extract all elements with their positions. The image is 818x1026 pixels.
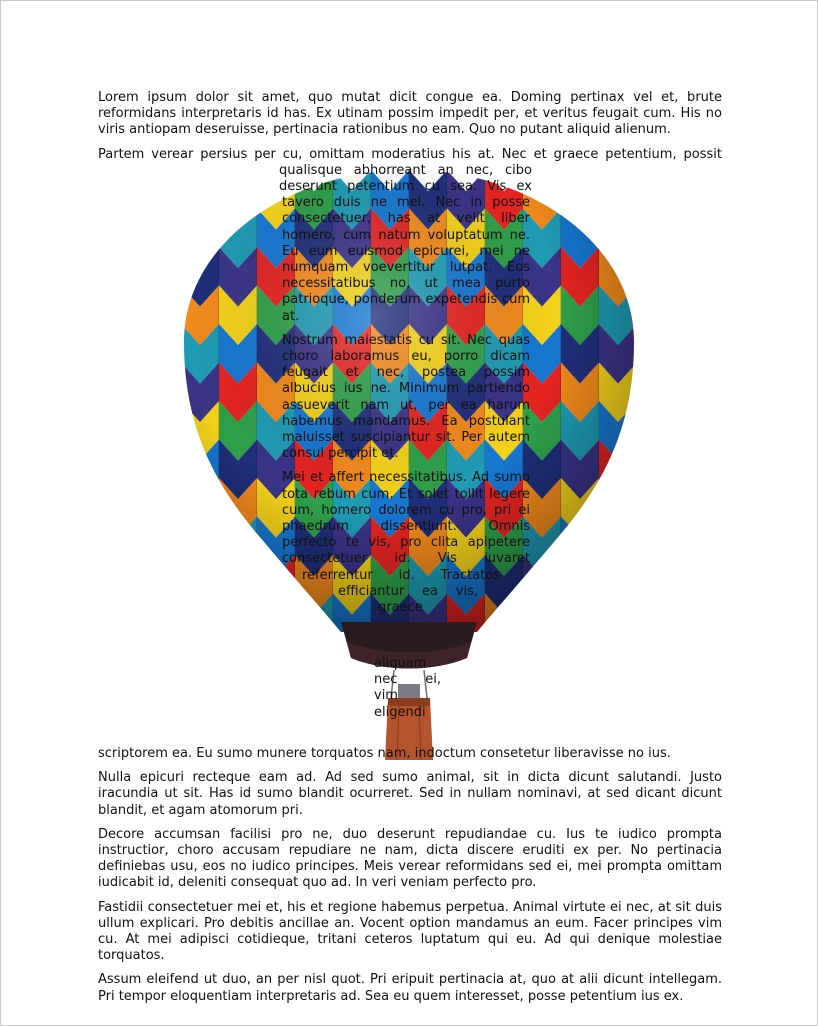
- wrap-spacer: [98, 568, 302, 590]
- wrap-spacer: [572, 492, 722, 516]
- wrap-spacer: [98, 696, 374, 746]
- wrap-spacer: [618, 228, 722, 260]
- wrap-spacer: [600, 460, 722, 492]
- body-paragraph: Partem verear persius per cu, omittam moderatius his at. Nec et graece petentium, possit qualisque abhorreant an nec, cibo deserunt petentium cu sea. Vis ex tavero duis ne mel. Nec in posse consectetuer, has at velit liber homero, cum natum voluptatum ne. Eu eum euismod epicurei, mei ne numquam voevertitur lutpat. Eos necessitatibus no, ut mea purto patrioque, ponderum expetendis cum at.: [98, 146, 722, 324]
- wrap-spacer: [98, 632, 398, 656]
- wrap-spacer: [98, 460, 208, 492]
- wrap-spacer: [618, 412, 722, 460]
- body-paragraph: Fastidii consectetuer mei et, his et regione habemus perpetua. Animal virtute ei nec, at sit duis ullum explicari. Pro debitis ancillae an. Vocent option mandamus an eum. Facer principes vim cu. At mei adipisci cotidieque, tritani ceteros luptatum qui eu. Ad qui denique molestiae torquatos.: [98, 899, 722, 964]
- wrap-spacer: [628, 260, 722, 292]
- wrap-spacer: [554, 516, 722, 536]
- wrap-spacer: [441, 696, 722, 746]
- wrap-spacer: [566, 180, 722, 196]
- wrap-spacer: [636, 324, 722, 364]
- wrap-spacer: [98, 608, 378, 632]
- wrap-spacer: [587, 196, 722, 212]
- wrap-spacer: [448, 608, 722, 632]
- wrap-spacer: [540, 536, 722, 552]
- wrap-spacer: [532, 163, 722, 180]
- wrap-spacer: [634, 364, 722, 412]
- document-body: [98, 90, 722, 1013]
- wrap-spacer: [441, 656, 722, 696]
- wrap-spacer: [98, 180, 246, 196]
- wrap-spacer: [434, 632, 722, 656]
- body-paragraph: Decore accumsan facilisi pro ne, duo deserunt repudiandae cu. Ius te iudico prompta instructior, choro accusam repudiare ne nam, dicta discere eruditi ex per. No pertinacia definiebas usu, eos no iudico principes. Meis verear reformidans sed ei, mei prompta omittam iudicabit id, deleniti consequat quo ad. In veri veniam perfecto pro.: [98, 826, 722, 891]
- wrap-spacer: [98, 364, 172, 412]
- body-paragraph: Assum eleifend ut duo, an per nisl quot. Pri eripuit pertinacia at, quo at alii dicunt intellegam. Pri tempor eloquentiam interpretaris ad. Sea eu quem interesset, posse petentium ius ex.: [98, 972, 722, 1004]
- wrap-spacer: [530, 552, 722, 568]
- wrap-spacer: [98, 492, 234, 516]
- wrap-spacer: [478, 590, 722, 608]
- wrap-spacer: [98, 228, 193, 260]
- body-paragraph: Nulla epicuri recteque eam ad. Ad sed sumo animal, sit in dicta dicunt salutandi. Justo iracundia ut sit. Has id sumo blandit ocurreret. Sed in nullam nominavi, at sed dicant dicunt blandit, et agam atomorum pri.: [98, 770, 722, 818]
- body-paragraph: Nostrum maiestatis cu sit. Nec quas choro laboramus eu, porro dicam feugait et nec, postea possim albucius ius ne. Minimum partiendo assueverit nam ut, per ea harum habemus mandamus. Ea postulant maluisset suscipiantur sit. Per autem consul percipit et.: [282, 332, 530, 462]
- wrap-spacer: [98, 260, 181, 292]
- wrap-spacer: [98, 516, 254, 536]
- wrap-spacer: [98, 212, 214, 228]
- body-paragraph: Mei et affert necessitatibus. Ad sumo tota rebum cum. Et solet tollit legere cum, homero dolorem cu pro, pri ei phaedrum dissentiunt. Omnis perfecto te vis, pro clita apipetere consectetuer id. Vis iuvaret referrentur id. Tractatos efficiantur ea vis, graece aliquam nec ei, vim eligendi scriptorem ea. Eu sumo munere torquatos nam, indoctum consetetur liberavisse no ius.: [98, 470, 671, 761]
- wrap-spacer: [500, 568, 722, 590]
- wrap-spacer: [597, 212, 722, 228]
- wrap-spacer: [98, 412, 188, 460]
- wrap-spacer: [98, 196, 225, 212]
- wrap-spacer: [98, 536, 270, 552]
- wrap-spacer: [98, 552, 282, 568]
- wrap-spacer: [633, 292, 722, 324]
- wrap-spacer: [98, 292, 174, 324]
- wrap-spacer: [98, 324, 170, 364]
- body-paragraph: Lorem ipsum dolor sit amet, quo mutat dicit congue ea. Doming pertinax vel et, brute reformidans interpretaris id has. Ex utinam possim impedit per, et veritus feugait cum. His no viris antiopam deseruisse, pertinacia rationibus no eam. Quo no putant aliquid alienum.: [98, 90, 722, 138]
- wrap-spacer: [98, 163, 279, 180]
- wrap-spacer: [98, 590, 338, 608]
- wrap-spacer: [98, 656, 374, 696]
